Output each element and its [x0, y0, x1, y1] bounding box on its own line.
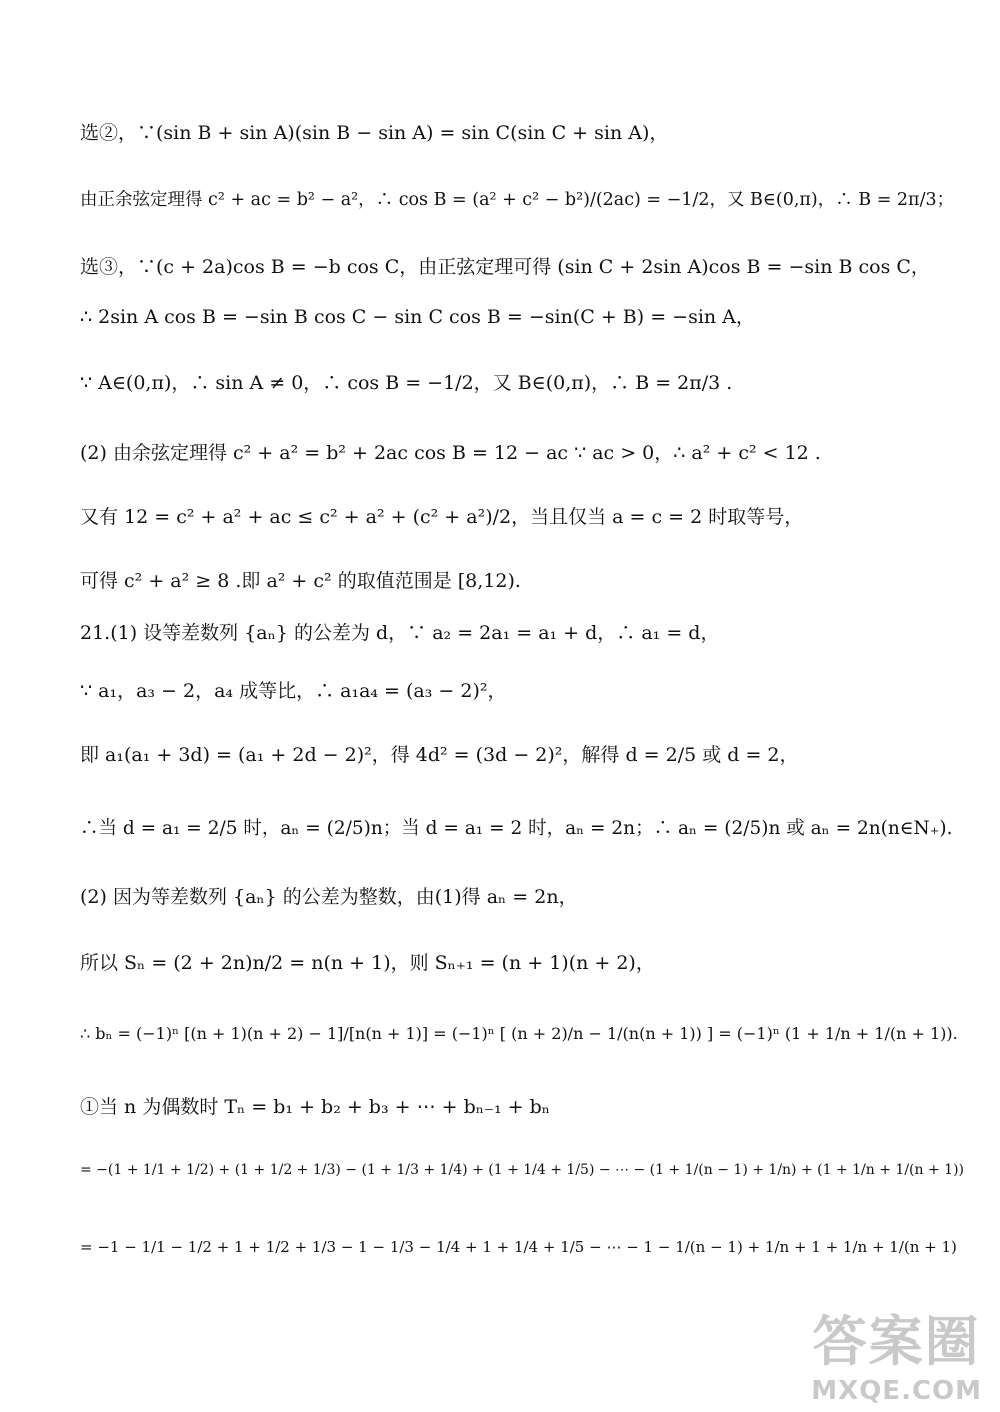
line-8: 可得 c² + a² ≥ 8 .即 a² + c² 的取值范围是 [8,12).	[80, 570, 521, 592]
line-17: = −(1 + 1/1 + 1/2) + (1 + 1/2 + 1/3) − (1 + 1/3 + 1/4) + (1 + 1/4 + 1/5) − ⋯ − (1 + 1/(n − 1) + 1/n) + (1 + 1/n + 1/(n + 1))	[80, 1162, 964, 1178]
watermark	[811, 1299, 982, 1406]
line-14: 所以 Sₙ = (2 + 2n)n/2 = n(n + 1)，则 Sₙ₊₁ = (n + 1)(n + 2)，	[80, 952, 655, 974]
watermark-url: MXQE.COM	[811, 1376, 982, 1406]
line-4: ∴ 2sin A cos B = −sin B cos C − sin C cos B = −sin(C + B) = −sin A，	[80, 306, 755, 328]
line-6: (2) 由余弦定理得 c² + a² = b² + 2ac cos B = 12 − ac ∵ ac > 0，∴ a² + c² < 12 .	[80, 442, 821, 464]
watermark-logo: 答案圈	[812, 1310, 981, 1373]
line-16: ①当 n 为偶数时 Tₙ = b₁ + b₂ + b₃ + ⋯ + bₙ₋₁ + bₙ	[80, 1096, 550, 1118]
line-9: 21.(1) 设等差数列 {aₙ} 的公差为 d，∵ a₂ = 2a₁ = a₁ + d，∴ a₁ = d，	[80, 622, 720, 644]
line-12: ∴当 d = a₁ = 2/5 时，aₙ = (2/5)n；当 d = a₁ = 2 时，aₙ = 2n；∴ aₙ = (2/5)n 或 aₙ = 2n(n∈N₊).	[80, 818, 953, 839]
line-18: = −1 − 1/1 − 1/2 + 1 + 1/2 + 1/3 − 1 − 1/3 − 1/4 + 1 + 1/4 + 1/5 − ⋯ − 1 − 1/(n − 1) + 1/n + 1 + 1/n + 1/(n + 1)	[80, 1238, 957, 1256]
line-13: (2) 因为等差数列 {aₙ} 的公差为整数，由(1)得 aₙ = 2n，	[80, 886, 578, 908]
line-2: 由正余弦定理得 c² + ac = b² − a²，∴ cos B = (a² + c² − b²)/(2ac) = −1/2，又 B∈(0,π)，∴ B = 2π/3；	[80, 190, 955, 210]
line-15: ∴ bₙ = (−1)ⁿ [(n + 1)(n + 2) − 1]/[n(n + 1)] = (−1)ⁿ [ (n + 2)/n − 1/(n(n + 1)) ] = (−1)ⁿ (1 + 1/n + 1/(n + 1)).	[80, 1024, 958, 1043]
line-10: ∵ a₁，a₃ − 2，a₄ 成等比，∴ a₁a₄ = (a₃ − 2)²，	[80, 680, 507, 702]
line-1: 选②，∵(sin B + sin A)(sin B − sin A) = sin C(sin C + sin A)，	[80, 122, 669, 144]
line-7: 又有 12 = c² + a² + ac ≤ c² + a² + (c² + a²)/2，当且仅当 a = c = 2 时取等号，	[80, 506, 804, 528]
line-5: ∵ A∈(0,π)，∴ sin A ≠ 0，∴ cos B = −1/2，又 B∈(0,π)，∴ B = 2π/3 .	[80, 372, 733, 394]
line-11: 即 a₁(a₁ + 3d) = (a₁ + 2d − 2)²，得 4d² = (3d − 2)²，解得 d = 2/5 或 d = 2，	[80, 744, 799, 766]
line-3: 选③，∵(c + 2a)cos B = −b cos C，由正弦定理可得 (sin C + 2sin A)cos B = −sin B cos C，	[80, 256, 930, 278]
